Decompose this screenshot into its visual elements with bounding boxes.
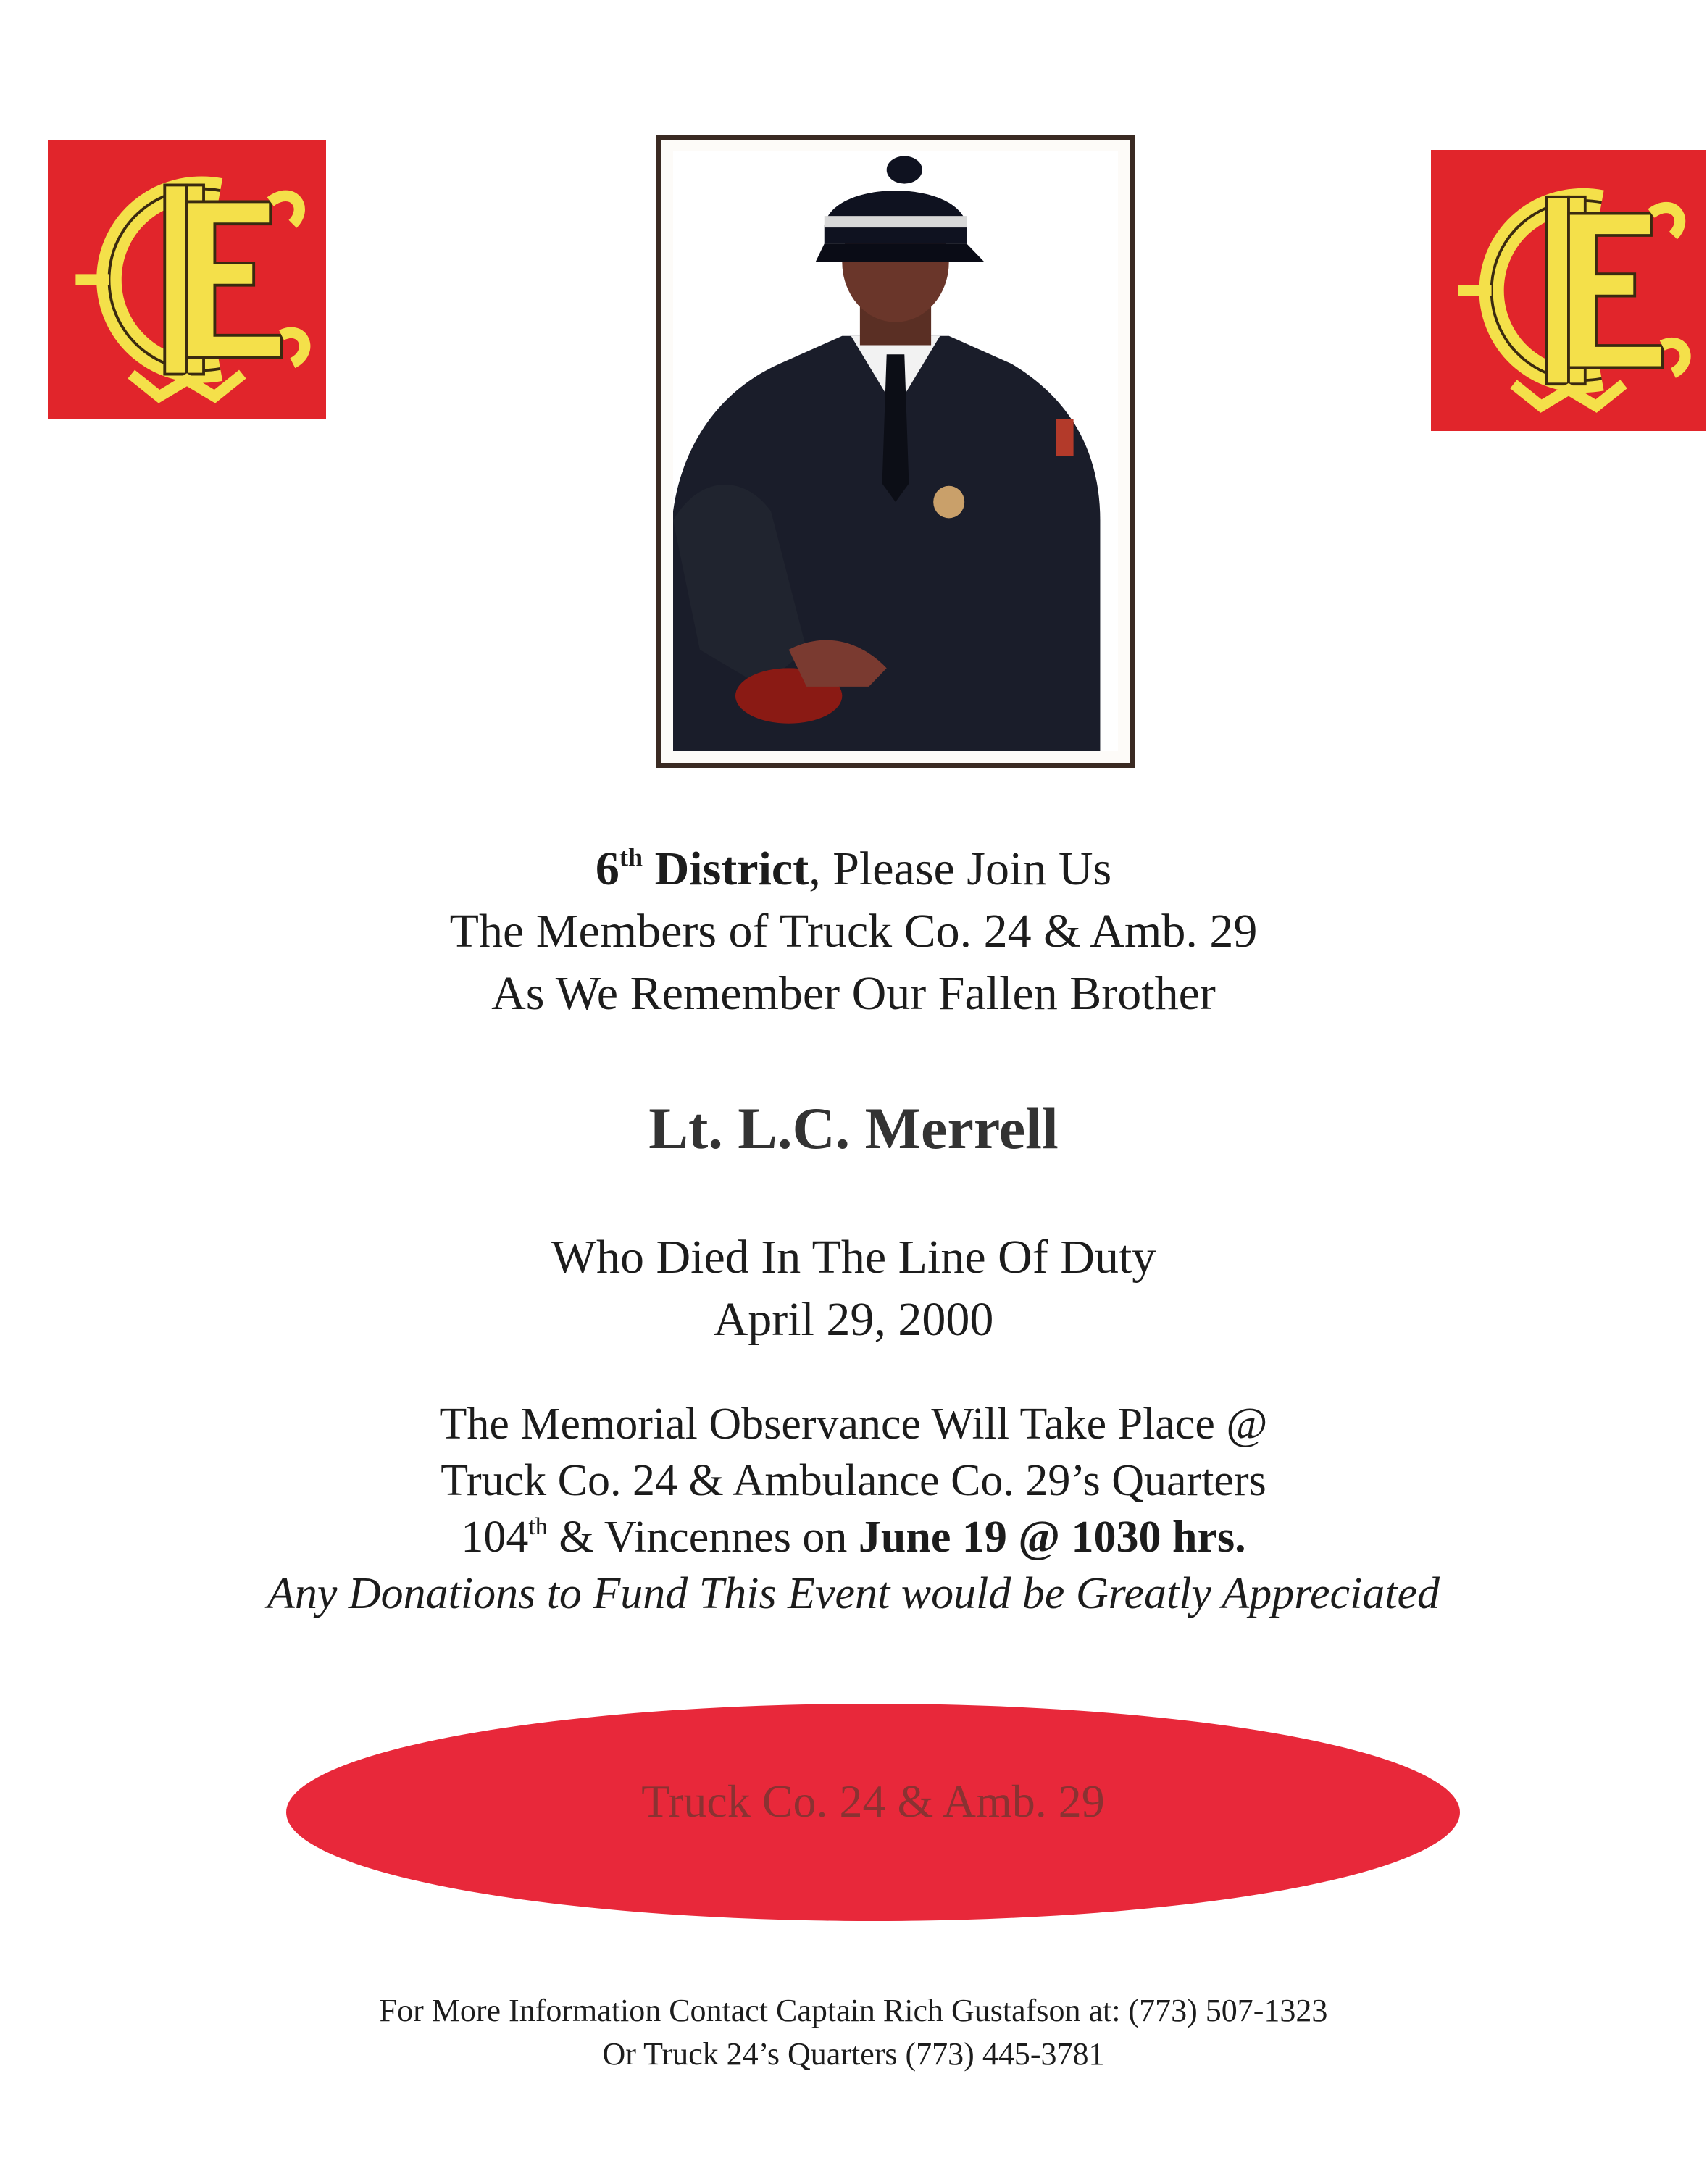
district-number: 6: [595, 842, 619, 895]
donations-note: Any Donations to Fund This Event would be Greatly Appreciated: [267, 1569, 1440, 1618]
honoree-name: Lt. L.C. Merrell: [648, 1095, 1059, 1161]
district-word: District: [654, 842, 809, 895]
unit-banner-text: Truck Co. 24 & Amb. 29: [641, 1775, 1105, 1827]
invitation-line-3: As We Remember Our Fallen Brother: [491, 967, 1216, 1020]
died-text: Who Died In The Line Of Duty: [551, 1231, 1156, 1284]
cfd-monogram-icon: [48, 140, 326, 419]
contact-line-2: Or Truck 24’s Quarters (773) 445-3781: [602, 2036, 1105, 2072]
cfd-emblem-left: [48, 140, 326, 419]
street-ordinal: th: [528, 1513, 548, 1541]
join-text: , Please Join Us: [809, 842, 1112, 895]
invitation-line-2: The Members of Truck Co. 24 & Amb. 29: [449, 905, 1258, 958]
location-text: & Vincennes on: [547, 1513, 859, 1562]
death-date: April 29, 2000: [713, 1293, 994, 1346]
invitation-line-1: [0, 840, 1707, 898]
cfd-emblem-right: [1431, 150, 1706, 431]
cfd-monogram-icon: [1431, 150, 1706, 431]
street-number: 104: [461, 1513, 529, 1562]
portrait-frame: [656, 135, 1135, 768]
memorial-line-2: Truck Co. 24 & Ambulance Co. 29’s Quarters: [441, 1456, 1266, 1505]
portrait-photo: [673, 151, 1118, 751]
unit-banner: [286, 1704, 1460, 1921]
district-ordinal: th: [619, 842, 643, 872]
memorial-line-3: [0, 1510, 1707, 1565]
firefighter-portrait-image: [673, 151, 1118, 751]
event-datetime: June 19 @ 1030 hrs.: [858, 1513, 1246, 1562]
contact-line-1: For More Information Contact Captain Rich Gustafson at: (773) 507-1323: [379, 1993, 1328, 2028]
memorial-line-1: The Memorial Observance Will Take Place @: [439, 1399, 1268, 1449]
